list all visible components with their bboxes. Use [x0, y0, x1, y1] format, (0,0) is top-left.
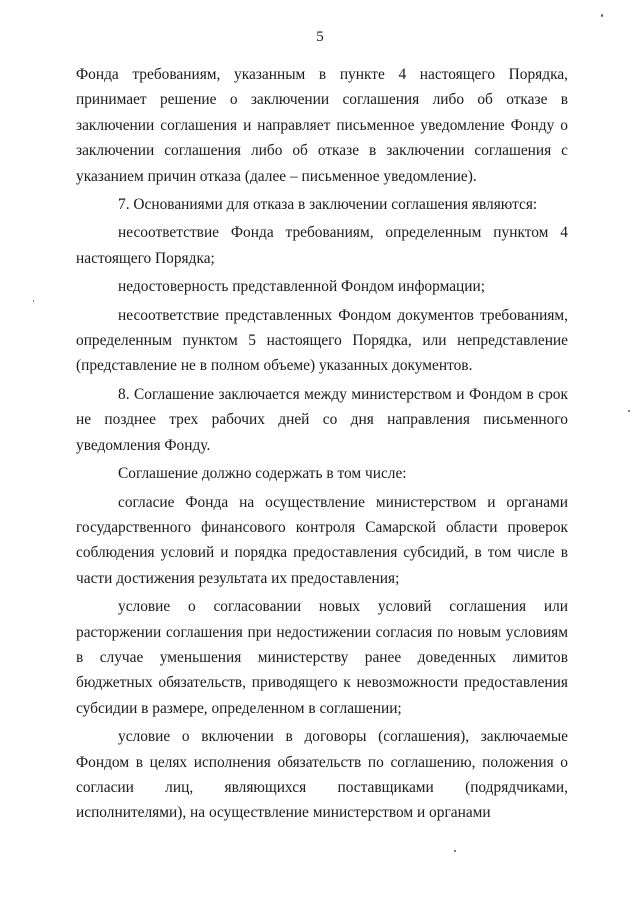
paragraph-refusal-ground-2: недостоверность представленной Фондом информации;: [118, 278, 486, 296]
document-body: [76, 62, 568, 826]
paragraph-consent-clause: согласие Фонда на осуществление министерством и органами государственного финансового контроля Самарской области проверок соблюдения условий и порядка предоставления субсидий, в том числе в части достижения результата их предоставления;: [76, 493, 568, 587]
scan-speck: [628, 410, 630, 412]
page-number: 5: [316, 29, 324, 45]
paragraph-continuation: Фонда требованиям, указанным в пункте 4 настоящего Порядка, принимает решение о заключении соглашения либо об отказе в заключении соглашения и направляет письменное уведомление Фонду о заключении соглашения либо об отказе в заключении соглашения с указанием причин отказа (далее – письменное уведомление).: [76, 66, 568, 185]
paragraph-contracts-clause: условие о включении в договоры (соглашения), заключаемые Фондом в целях исполнения обязательств по соглашению, положения о согласии лиц, являющихся поставщиками (подрядчиками, исполнителями), на осуществление министерством и органами: [76, 728, 568, 822]
scan-speck: [601, 14, 603, 17]
paragraph-refusal-ground-1: несоответствие Фонда требованиям, определенным пунктом 4 настоящего Порядка;: [76, 224, 568, 267]
scan-speck: [33, 300, 34, 302]
paragraph-agreement-contents: Соглашение должно содержать в том числе:: [118, 465, 407, 483]
scan-speck: [454, 850, 456, 852]
paragraph-item-8: 8. Соглашение заключается между министерством и Фондом в срок не позднее трех рабочих дней со дня направления письменного уведомления Фонду.: [76, 385, 568, 454]
paragraph-new-terms-clause: условие о согласовании новых условий соглашения или расторжении соглашения при недостижении согласия по новым условиям в случае уменьшения министерству ранее доведенных лимитов бюджетных обязательств, приводящего к невозможности предоставления субсидии в размере, определенном в соглашении;: [76, 598, 568, 717]
paragraph-refusal-ground-3: несоответствие представленных Фондом документов требованиям, определенным пунктом 5 настоящего Порядка, или непредставление (представление не в полном объеме) указанных документов.: [76, 306, 568, 375]
paragraph-item-7: 7. Основаниями для отказа в заключении соглашения являются:: [118, 196, 538, 214]
